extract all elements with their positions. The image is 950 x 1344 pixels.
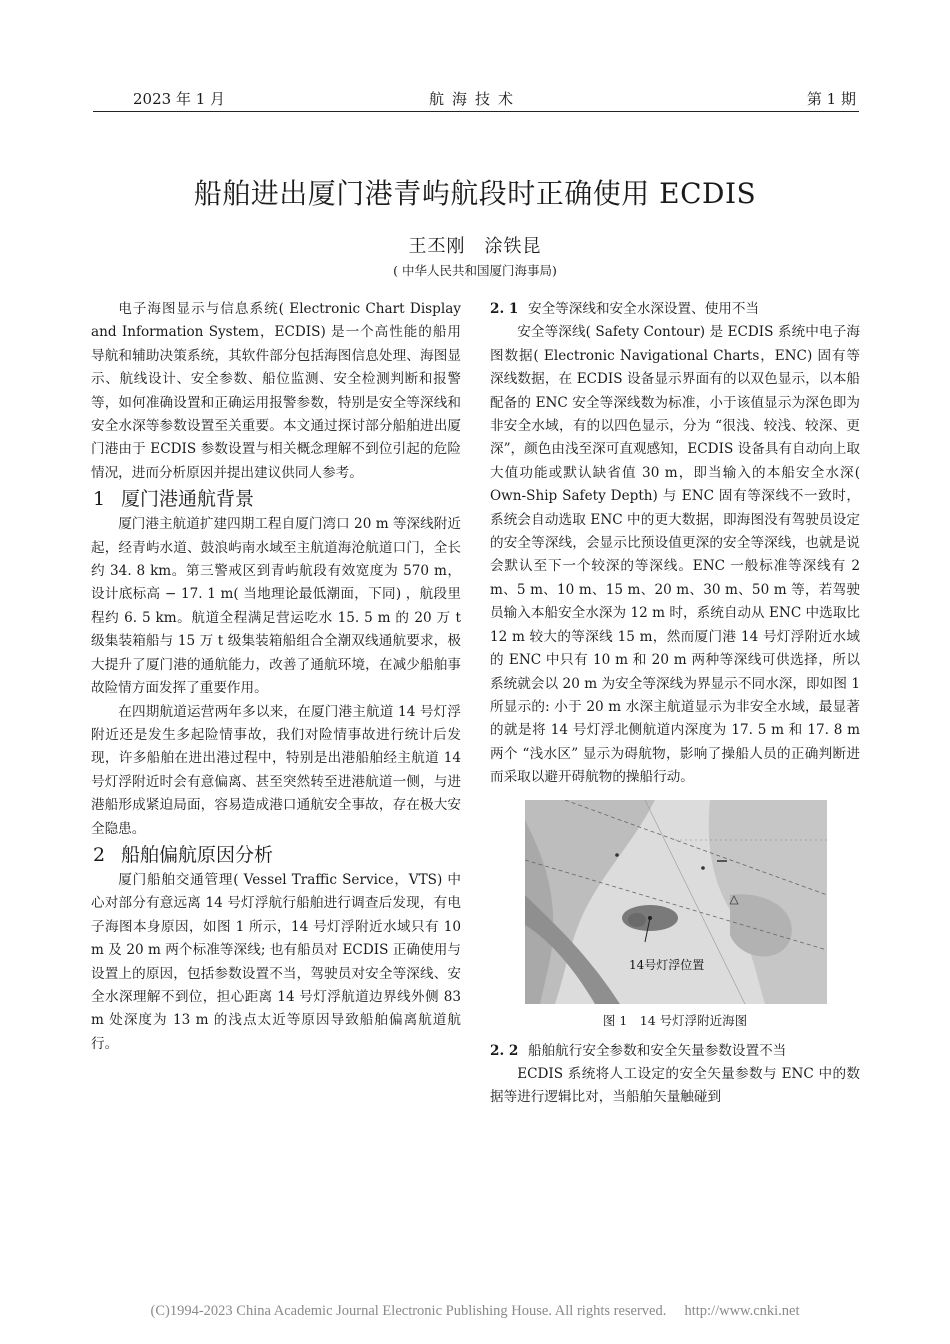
section-2-2-title: 船舶航行安全参数和安全矢量参数设置不当 — [528, 1042, 787, 1059]
shallow-patch-core — [628, 913, 646, 927]
right-column — [490, 298, 860, 1110]
copyright-footer: (C)1994-2023 China Academic Journal Electronic Publishing House. All rights reserved. http://www.cnki.net — [150, 1303, 800, 1319]
header-rule — [93, 111, 859, 112]
buoy-14-marker-icon — [648, 916, 652, 920]
figure-1-caption: 图 1 14 号灯浮附近海图 — [602, 1012, 748, 1028]
figure-1-label: 14号灯浮位置 — [629, 957, 705, 972]
section-1-paragraph-1: 厦门港主航道扩建四期工程自厦门湾口 20 m 等深线附近起，经青屿水道、鼓浪屿南水域至主航道海沧航道口门，全长约 34. 8 km。第三警戒区到青屿航段有效宽度为 570 m，设计底标高 − 17. 1 m( 当地理论最低潮面，下同) ，航段里程约 6. 5 km。航道全程满足营运吃水 15. 5 m 的 20 万 t 级集装箱船与 15 万 t 级集装箱船组合全潮双线通航要求，极大提升了厦门港的通航能力，改善了通航环境，在减少船舶事故险情方面发挥了重要作用。 — [91, 516, 461, 697]
section-1-paragraph-2: 在四期航道运营两年多以来，在厦门港主航道 14 号灯浮附近还是发生多起险情事故，我们对险情事故进行统计后发现，许多船舶在进出港过程中，特别是出港船舶经主航道 14 号灯浮附近时会有意偏离、甚至突然转至进港航道一侧，与进港船形成紧迫局面，容易造成港口通航安全事故，存在极大安全隐患。 — [91, 703, 461, 837]
article-affiliation: ( 中华人民共和国厦门海事局) — [393, 263, 557, 278]
buoy-marker-icon-2 — [615, 853, 619, 857]
section-2-1-paragraph: 安全等深线( Safety Contour) 是 ECDIS 系统中电子海图数据( Electronic Navigational Charts，ENC) 固有等深线数据，在 ECDIS 设备显示界面有的以双色显示，以本船配备的 ENC 安全等深线数为标准，小于该值显示为深色即为非安全水域，有的以四色显示，分为 “很浅、较浅、较深、更深”，颜色由浅至深可直观感知，ECDIS 设备具有自动向上取大值功能或默认缺省值 30 m，即当输入的本船安全水深( Own-Ship Safety Depth) 与 ENC 固有等深线不一致时，系统会自动选取 ENC 中的更大数据，即海图没有驾驶员设定的安全等深线，会显示比预设值更深的安全等深线，也就是说会默认至下一个较深的等深线。ENC 一般标准等深线有 2 m、5 m、10 m、15 m、20 m、30 m、50 m 等，若驾驶员输入本船安全水深为 12 m 时，系统自动从 ENC 中选取比 12 m 较大的等深线 15 m，然而厦门港 14 号灯浮附近水域的 ENC 中只有 10 m 和 20 m 两种等深线可供选择，所以系统就会以 20 m 为安全等深线为界显示不同水深，即如图 1 所显示的: 小于 20 m 水深主航道显示为非安全水域，最显著的就是将 14 号灯浮北侧航道内深度为 17. 5 m 和 17. 8 m 两个 “浅水区” 显示为碍航物，影响了操船人员的正确判断进而采取以避开碍航物的操船行动。 — [490, 324, 860, 786]
section-2-title: 船舶偏航原因分析 — [121, 843, 274, 866]
section-2-1-title: 安全等深线和安全水深设置、使用不当 — [528, 301, 760, 317]
section-2-2-number: 2. 2 — [490, 1042, 519, 1059]
section-2-1-heading — [490, 298, 860, 321]
figure-1-chart-image — [525, 800, 827, 1004]
header-issue: 第 1 期 — [806, 90, 856, 108]
section-2-heading — [91, 841, 461, 869]
article-title: 船舶进出厦门港青屿航段时正确使用 ECDIS — [193, 177, 757, 210]
left-column — [91, 298, 461, 1056]
section-2-paragraph-1: 厦门船舶交通管理( Vessel Traffic Service，VTS) 中心对部分有意远离 14 号灯浮航行船舶进行调查后发现，有电子海图本身原因，如图 1 所示，14 号灯浮附近水域只有 10 m 及 20 m 两个标准等深线; 也有船员对 ECDIS 正确使用与设置上的原因，包括参数设置不当，驾驶员对安全等深线、安全水深理解不到位，担心距离 14 号灯浮航道边界线外侧 83 m 处深度为 13 m 的浅点太近等原因导致船舶偏离航道航行。 — [91, 871, 461, 1052]
section-2-2-heading — [490, 1040, 860, 1063]
section-1-title: 厦门港通航背景 — [121, 488, 255, 511]
article-authors: 王丕刚 涂铁昆 — [408, 236, 542, 257]
section-2-number: 2 — [93, 843, 106, 866]
section-2-1-number: 2. 1 — [490, 301, 519, 317]
buoy-marker-icon — [701, 866, 705, 870]
section-2-2-paragraph: ECDIS 系统将人工设定的安全矢量参数与 ENC 中的数据等进行逻辑比对，当船舶矢量触碰到 — [490, 1065, 860, 1106]
section-1-heading — [91, 485, 461, 513]
header-journal: 航海技术 — [428, 90, 521, 108]
header-date: 2023 年 1 月 — [133, 90, 226, 108]
chart-annotation-text-icon — [717, 860, 727, 862]
section-1-number: 1 — [93, 488, 106, 511]
intro-paragraph: 电子海图显示与信息系统( Electronic Chart Display and Information System，ECDIS) 是一个高性能的船用导航和辅助决策系统，其软件部分包括海图信息处理、海图显示、航线设计、安全参数、船位监测、安全检测判断和报警等，如何准确设置和正确运用报警参数，特别是安全等深线和安全水深等参数设置至关重要。本文通过探讨部分船舶进出厦门港由于 ECDIS 参数设置与相关概念理解不到位引起的危险情况，进而分析原因并提出建议供同人参考。 — [91, 301, 461, 481]
